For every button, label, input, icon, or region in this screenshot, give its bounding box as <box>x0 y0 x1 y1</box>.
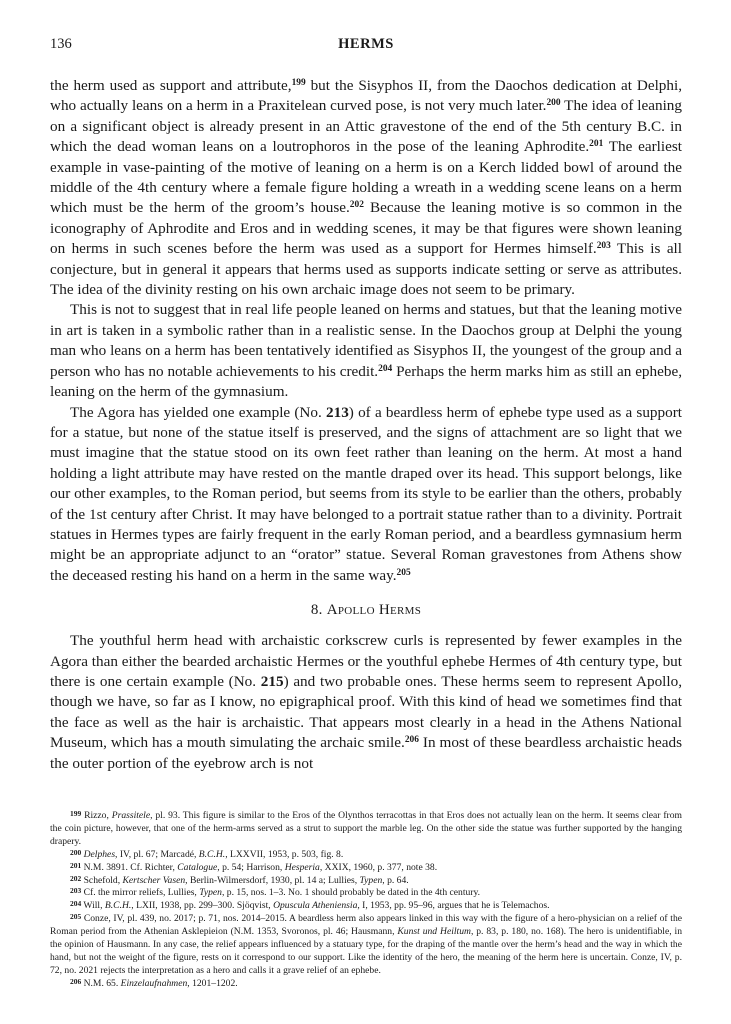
section-heading <box>50 602 682 619</box>
section-number: 8. <box>310 602 327 619</box>
paragraph-1 <box>50 76 682 300</box>
text-run: The earliest example in vase-painting of the motive of leaning on a herm is on a Kerch lidded bowl of around the middle of the 4th century where a female figure holding a wreath in a wedding scene leans on a herm which must be the herm of the groom’s house. <box>50 138 682 217</box>
italic-title: Typen <box>359 874 383 886</box>
running-head <box>50 36 682 58</box>
era-abbreviation: B.C. <box>637 117 665 135</box>
section-title: Apollo Herms <box>326 602 422 619</box>
text-run: , p. 54; Harrison, <box>217 861 285 873</box>
italic-title: Catalogue <box>177 861 218 873</box>
text-run: This is not to suggest that in real life people leaned on herms and statues, but that the leaning motive in art is taken in a symbolic rather than in a realistic sense. In the Daochos group at Delphi the young man who leans on a herm has been tentatively identified as Sisyphos II, the youngest of the group and a person who has no notable achievements to his credit. <box>50 301 682 380</box>
footnote-206 <box>50 978 682 991</box>
running-title: HERMS <box>338 36 394 52</box>
footnote-ref: 204 <box>378 363 393 374</box>
footnote-ref: 201 <box>589 139 604 150</box>
text-run: The idea of leaning on a significant object is already present in an Attic gravestone of the end of the 5th century <box>50 97 682 135</box>
footnote-number: 202 <box>70 873 82 883</box>
italic-title: Typen <box>199 887 222 899</box>
text-run: The Agora has yielded one example (No. <box>70 403 327 421</box>
text-run: but the Sisyphos II, from the Daochos dedication at Delphi, who actually leans on a herm in a Praxitelean curved pose, is not very much later. <box>50 77 682 115</box>
italic-title: Kunst und Heiltum <box>397 926 471 938</box>
footnote-200 <box>50 849 682 862</box>
text-run: N.M. 65. <box>81 977 121 989</box>
text-run: , p. 83, p. 180, no. 168). The hero is unidentifiable, in the opinion of Hausmann. In any case, the relief appears influenced by a statuary type, for the draping of the mantle over the herm’s head and the way in which the hand, but not the weight of the figure, rests on it correspond to our support. Like the identity of the hero, the meaning of the herm here is uncertain. Conze, IV, p. 72, no. 2021 rejects the interpretation as a hero and calls it a grave relief of an ephebe. <box>50 926 682 976</box>
footnote-ref: 199 <box>291 77 306 88</box>
text-run: , LXII, 1938, pp. 299–300. Sjöqvist, <box>131 900 274 912</box>
text-run: Perhaps the herm marks him as still an ephebe, leaning on the herm of the gymnasium. <box>50 362 682 401</box>
text-run: In most of these beardless archaistic heads the outer portion of the eyebrow arch is not <box>50 734 682 772</box>
text-run: This is all conjecture, but in general it appears that herms used as supports indicate setting or serve as attributes. The idea of the divinity resting on his own archaic image does not seem to be primary. <box>50 240 682 299</box>
catalogue-number: 215 <box>260 672 284 690</box>
text-run: , p. 15, nos. 1–3. No. 1 should probably be dated in the 4th century. <box>221 887 481 899</box>
page <box>50 36 682 991</box>
text-run: , LXXVII, 1953, p. 503, fig. 8. <box>225 848 344 860</box>
text-run: Rizzo, <box>81 810 112 821</box>
footnote-ref: 205 <box>396 567 411 578</box>
footnote-number: 200 <box>70 847 82 857</box>
text-run: Because the leaning motive is so common in the iconography of Aphrodite and Eros and in wedding scenes, it may be that figures were shown leaning on herms in such scenes before the herm was used as a support for Hermes himself. <box>50 199 682 258</box>
footnote-205 <box>50 913 682 978</box>
footnote-204 <box>50 900 682 913</box>
footnote-number: 204 <box>70 899 82 909</box>
footnote-ref: 203 <box>596 241 611 252</box>
italic-title: Einzelaufnahmen <box>120 977 188 989</box>
italic-title: Opuscula Atheniensia <box>273 900 358 912</box>
text-run: , IV, pl. 67; Marcadé, <box>115 848 199 860</box>
footnote-number: 199 <box>70 808 82 818</box>
italic-title: B.C.H. <box>104 900 132 912</box>
text-run: , XXIX, 1960, p. 377, note 38. <box>319 861 438 873</box>
footnote-number: 206 <box>70 976 82 986</box>
footnote-199 <box>50 810 682 849</box>
footnote-number: 203 <box>70 886 82 896</box>
page-number: 136 <box>50 36 72 52</box>
text-run: , Berlin-Wilmersdorf, 1930, pl. 14 a; Lullies, <box>185 874 360 886</box>
footnote-ref: 200 <box>546 98 561 109</box>
text-run: Schefold, <box>81 874 123 886</box>
catalogue-number: 213 <box>326 403 349 421</box>
text-run: Conze, IV, pl. 439, no. 2017; p. 71, nos. 2014–2015. A beardless herm also appears linked in this way with the figure of a hero-physician on a relief of the Roman period from the Athenian Asklepieion (N.M. 1353, Svoronos, pl. 46; Hausmann, <box>50 913 682 938</box>
paragraph-4 <box>50 631 682 774</box>
paragraph-3 <box>50 403 682 587</box>
italic-title: Hesperia <box>284 861 320 873</box>
text-run: The youthful herm head with archaistic corkscrew curls is represented by fewer examples in the Agora than either the bearded archaistic Hermes or the youthful ephebe Hermes of 4th century type, but there is one certain example (No. <box>50 632 682 690</box>
paragraph-2 <box>50 300 682 402</box>
italic-title: Delphes <box>83 848 116 860</box>
footnote-202 <box>50 875 682 888</box>
footnote-number: 201 <box>70 860 82 870</box>
text-run: Cf. the mirror reliefs, Lullies, <box>81 887 200 899</box>
text-run: Will, <box>81 900 105 912</box>
footnote-201 <box>50 862 682 875</box>
italic-title: Prassitele <box>111 810 151 821</box>
italic-title: B.C.H. <box>198 848 226 860</box>
text-run: , 1201–1202. <box>187 977 238 989</box>
text-run: N.M. 3891. Cf. Richter, <box>81 861 178 873</box>
text-run: in which the dead woman leans on a loutrophoros in the pose of the leaning Aphrodite. <box>50 117 682 156</box>
text-run: ) of a beardless herm of ephebe type used as a support for a statue, but none of the statue itself is preserved, and the signs of attachment are so light that we must imagine that the statue stood on its own feet rather than leaning on the herm. At most a hand holding a light attribute may have rested on the mantle draped over its head. This support belongs, like our other examples, to the Roman period, but seems from its style to be earlier than the others, probably of the 1st century after Christ. It may have belonged to a portrait statue rather than to a divinity. Portrait statues in Hermes types are fairly frequent in the early Roman period, and a beardless gymnasium herm might be an appropriate adjunct to an “orator” statue. Several Roman gravestones from Athens show the deceased resting his hand on a herm in the same way. <box>50 403 682 584</box>
text-run: , I, 1953, pp. 95–96, argues that he is Telemachos. <box>357 900 550 912</box>
body-text <box>50 76 682 774</box>
text-run: , pl. 93. This figure is similar to the Eros of the Olynthos terracottas in that Eros does not actually lean on the herm. It seems clear from the coin picture, however, that one of the herm-arms served as a strut to support the marble leg. On the other side the statue was further supported by the hanging drapery. <box>50 810 682 847</box>
text-run: the herm used as support and attribute, <box>50 77 292 94</box>
text-run: ) and two probable ones. These herms seem to represent Apollo, though we have, so far as I know, no epigraphical proof. With this kind of head we sometimes find that the face as well as the hair is archaistic. That appears most clearly in a head in the Athens National Museum, which has a mouth simulating the archaic smile. <box>50 672 682 752</box>
italic-title: Kertscher Vasen <box>122 874 186 886</box>
text-run: , p. 64. <box>382 874 409 886</box>
footnote-number: 205 <box>70 912 82 922</box>
footnote-ref: 202 <box>349 200 364 211</box>
footnote-ref: 206 <box>404 735 419 746</box>
footnote-203 <box>50 887 682 900</box>
footnotes <box>50 810 682 991</box>
